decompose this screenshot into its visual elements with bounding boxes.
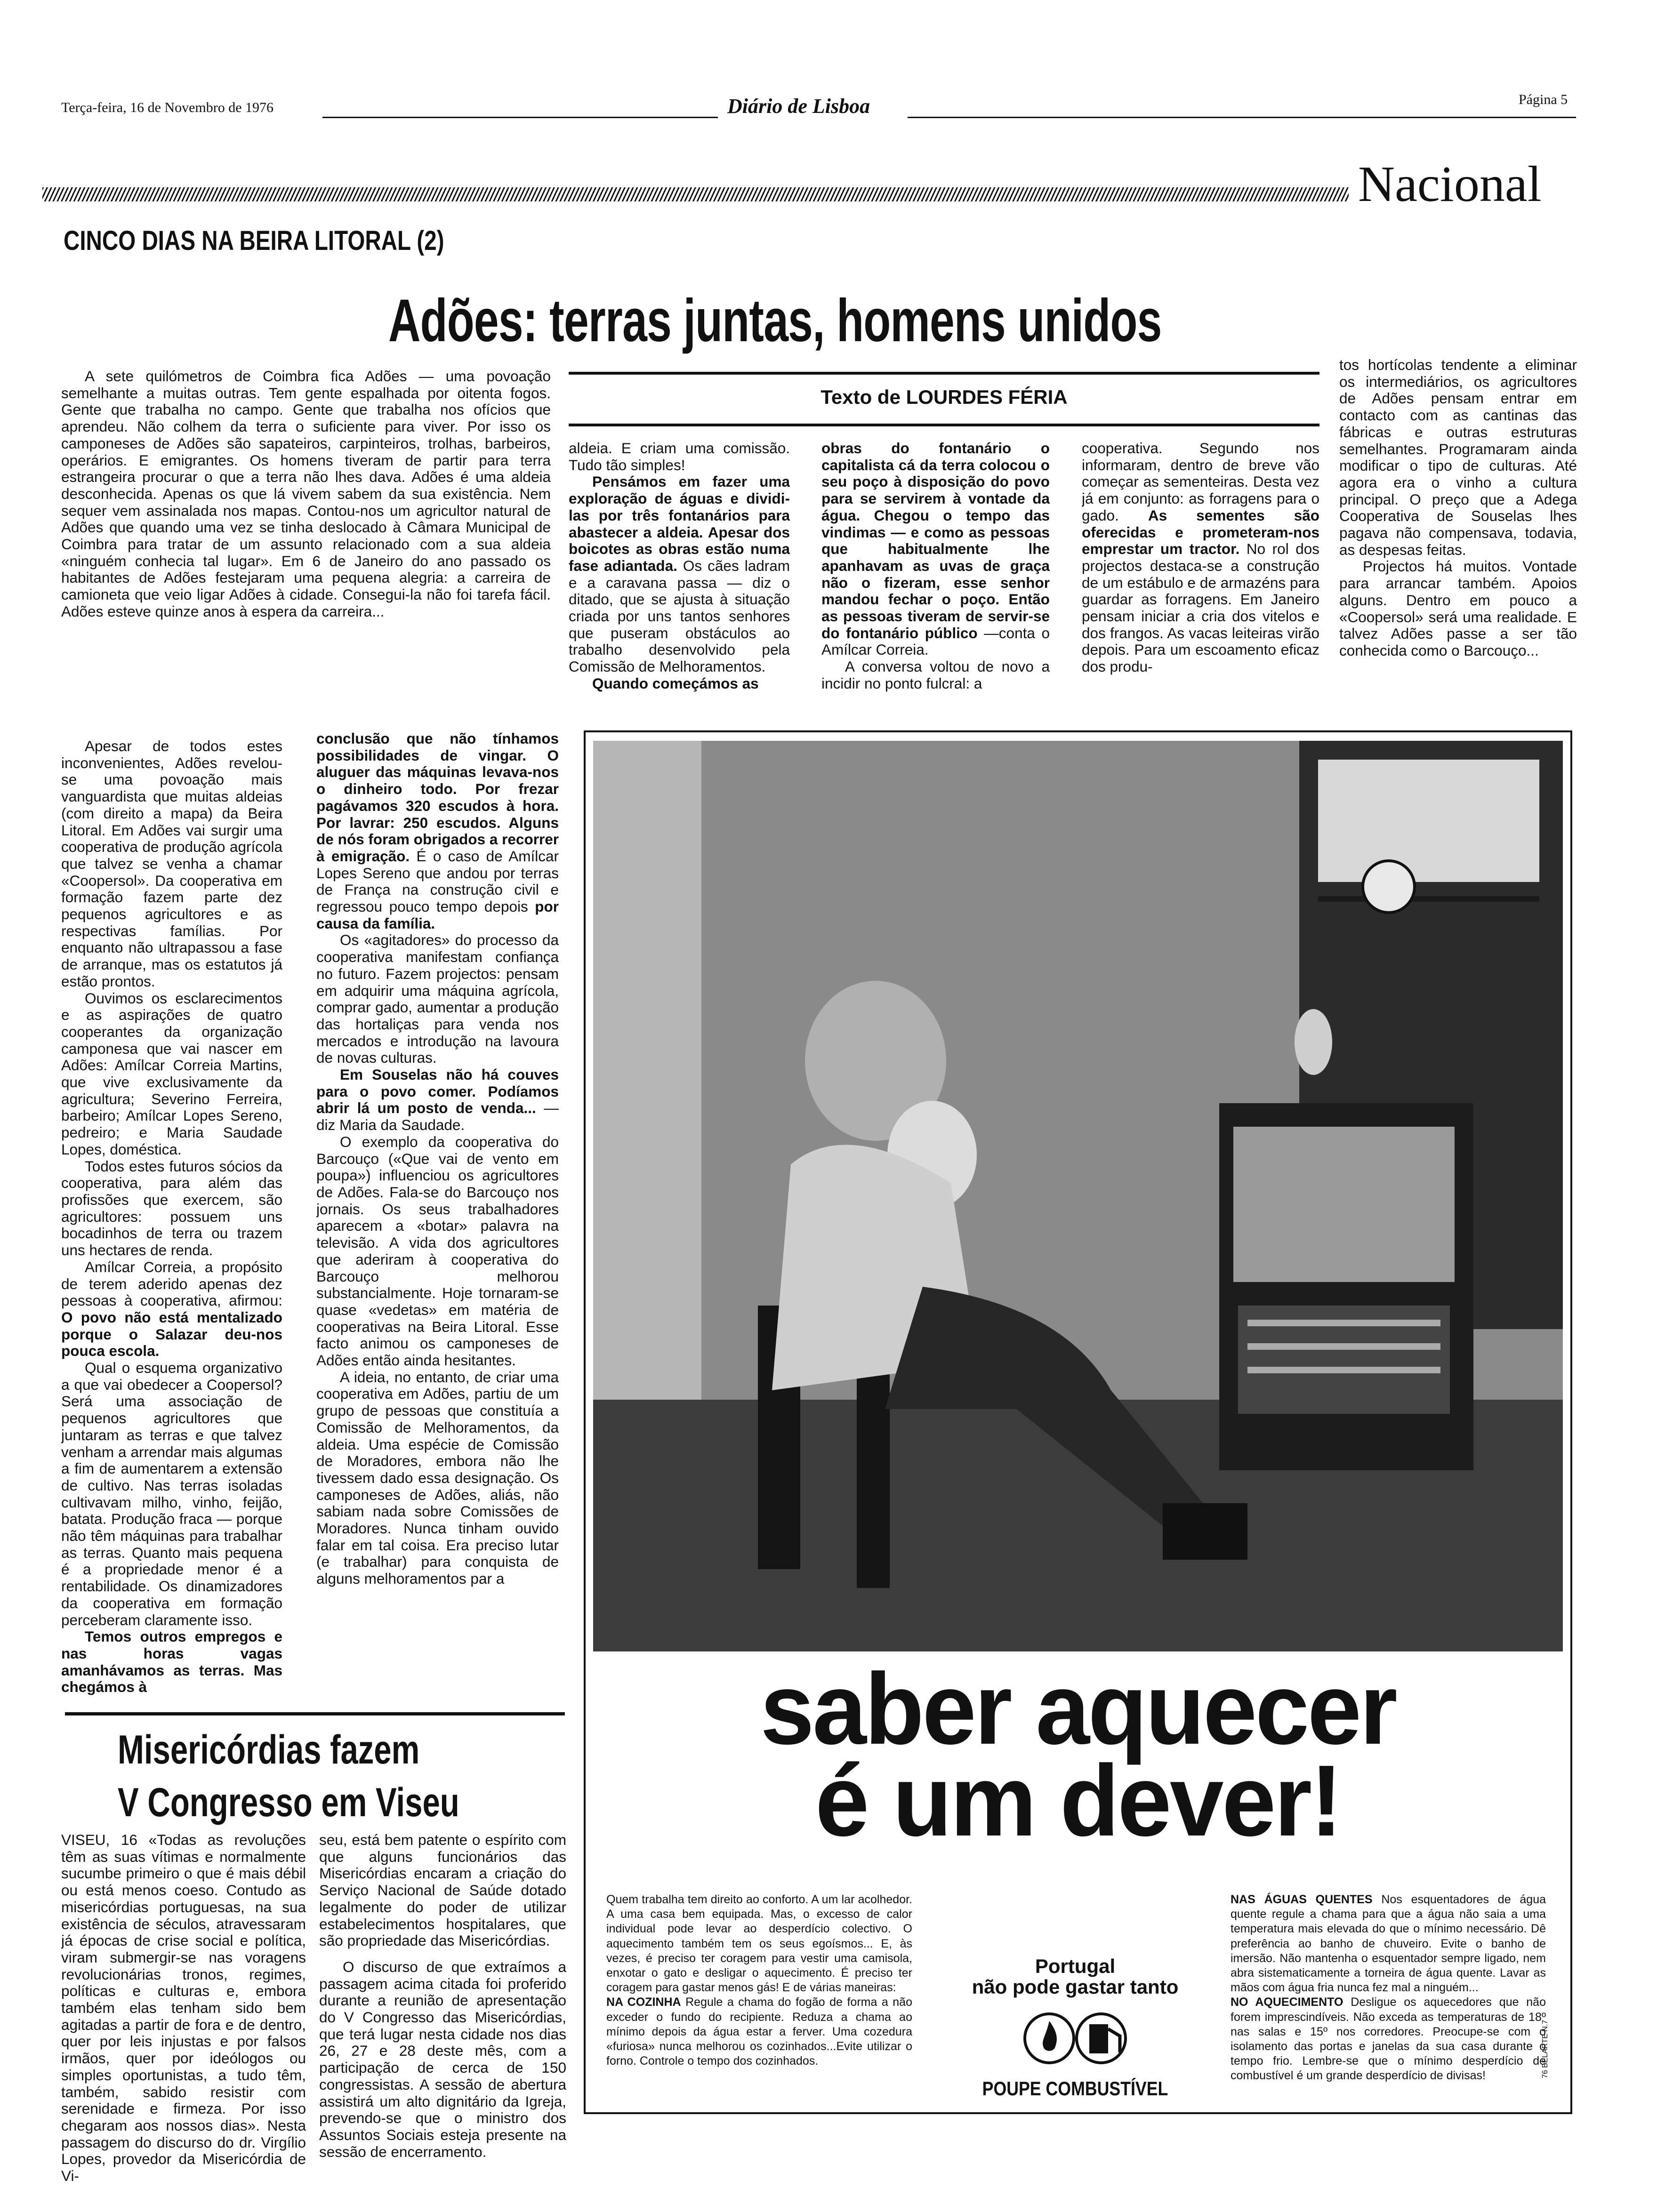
article-lead xyxy=(61,368,551,726)
byline-top-rule xyxy=(569,372,1319,375)
paragraph: — diz Maria da Saudade. xyxy=(316,1099,559,1134)
quote-bold: Quando começámos as xyxy=(592,674,759,692)
byline-bottom-rule xyxy=(569,424,1319,426)
paragraph: VISEU, 16 «Todas as revoluções têm as suas vítimas e normalmente sucumbe primeiro o que é mais débil ou está menos coeso. Contudo as misericórdias portuguesas, na sua existência de séculos, atravessaram já épocas de crise social e política, viram submergir-se nas voragens revolucionárias tronos, regimes, políticas e culturas e, embora também elas tenham sido bem agitadas a partir de fora e de dentro, quer por leis injustas e por falsos irmãos, quer por ideólogos ou simples oportunistas, a tudo têm, também, sabido resistir com serenidade e firmeza. Por isso chegaram aos nossos dias». Nesta passagem do discurso do dr. Virgílio Lopes, provedor da Misericórdia de Vi- xyxy=(61,1832,306,2185)
ad-aquecimento-label: NO AQUECIMENTO xyxy=(1231,1996,1343,2009)
article2-column-1 xyxy=(61,1832,306,2204)
quote-bold: O povo não está mentalizado porque o Salazar deu-nos pouca escola. xyxy=(61,1308,282,1360)
paragraph: O discurso de que extraímos a passagem acima citada foi proferido durante a reunião de apresentação do V Congresso das Misericórdias, que terá lugar nesta cidade nos dias 26, 27 e 28 deste mês, com a participação de cerca de 150 congressistas. A sessão de abertura assistirá um alto dignitário da Igreja, prevendo-se que o ministro dos Assuntos Sociais esteja presente na sessão de encerramento. xyxy=(319,1958,566,2160)
ad-agency-credit: 76 BELARTE N.7 xyxy=(1541,2020,1549,2078)
quote-bold: As sementes são oferecidas e prometeram-nos emprestar um tractor. xyxy=(1082,506,1319,558)
ad-quentes-text: Nos esquentadores de água quente regule a chama para que a água não saia a uma temperatura mais elevada do que o mínimo necessário. Dê preferência ao banho de chuveiro. Evite o banho de imersão. Não mantenha o esquentador sempre ligado, nem abra sistematicamente a torneira de água quente. Lavar as mãos com água fria nunca fez mal a ninguém... xyxy=(1231,1893,1546,1995)
ad-cozinha-label: NA COZINHA xyxy=(606,1996,681,2009)
article2-column-2 xyxy=(319,1832,566,2204)
ad-text-left xyxy=(606,1892,912,2068)
ad-logo-line1: Portugal xyxy=(1035,1955,1116,1977)
paragraph: A ideia, no entanto, de criar uma cooperativa em Adões, partiu de um grupo de pessoas que constituía a Comissão de Melhoramentos, da aldeia. Uma espécie de Comissão de Moradores, embora não lhe tivessem dado essa designação. Os camponeses de Adões, aliás, não sabiam nada sobre Comissões de Moradores. Nunca tinham ouvido falar em tal coisa. Era preciso lutar (e trabalhar) para conquista de alguns melhoramentos par a xyxy=(316,1368,559,1587)
article-column-top-3 xyxy=(1082,440,1319,704)
ad-aquecimento-text: Desligue os aquecedores que não forem imprescindíveis. Não exceda as temperaturas de 18º nas salas e 15º nos corredores. Preocupe-se com o isolamento das portas e janelas da sua casa durante o tempo frio. Lembre-se que o mínimo desperdício de combustível é um grande desperdício de divisas! xyxy=(1231,1996,1546,2083)
paragraph: Ouvimos os esclarecimentos e as aspirações de quatro cooperantes da organização camponesa que vai nascer em Adões: Amílcar Correia Martins, que vive exclusivamente da agricultura; Severino Ferreira, barbeiro; Amílcar Lopes Sereno, pedreiro; e Maria Saudade Lopes, doméstica. xyxy=(61,989,282,1158)
paragraph: Qual o esquema organizativo a que vai obedecer a Coopersol? Será uma associação de pequenos agricultores que juntaram as terras e que talvez venham a arrendar mais algumas a fim de aumentarem a extensão de cultivo. Nas terras isoladas cultivavam milho, vinho, feijão, batata. Produção fraca — porque não têm máquinas para trabalhar as terras. Quanto mais pequena é a propriedade menor é a rentabilidade. Os dinamizadores da cooperativa em formação perceberam claramente isso. xyxy=(61,1359,282,1628)
ad-logo-line3: POUPE COMBUSTÍVEL xyxy=(982,2077,1168,2100)
article2-top-rule xyxy=(65,1712,565,1715)
paragraph: Os cães ladram e a caravana passa — diz o ditado, que se ajusta à situação criada por uns tantos senhores que puseram obstáculos ao trabalho desenvolvido pela Comissão de Melhoramentos. xyxy=(569,557,790,675)
masthead: Diário de Lisboa xyxy=(727,95,870,118)
ad-logo xyxy=(929,1956,1221,2107)
article2-headline-line2: V Congresso em Viseu xyxy=(118,1780,459,1825)
quote-bold: obras do fontanário o capitalista cá da terra colocou o seu poço à disposição do povo para se servirem à vontade da água. Chegou o tempo das vindimas — e como as pessoas que habitualmente lhe apanhavam as uvas de graça não o fizeram, esse senhor mandou fechar o poço. Então as pessoas tiveram de servir-se do fontanário público xyxy=(821,440,1050,641)
advertisement xyxy=(584,730,1572,2114)
paragraph: A conversa voltou de novo a incidir no ponto fulcral: a xyxy=(821,658,1050,692)
ad-logo-line2: não pode gastar tanto xyxy=(972,1976,1179,1998)
paragraph: cooperativa. Segundo nos informaram, dentro de breve vão começar as sementeiras. Desta vez já em conjunto: as forragens para o gado. xyxy=(1082,440,1319,524)
paragraph: Projectos há muitos. Vontade para arrancar também. Apoios alguns. Dentro em pouco a «Coopersol» será uma realidade. E talvez Adões passe a ser tão conhecida como o Barcouço... xyxy=(1339,558,1577,659)
quote-bold: Em Souselas não há couves para o povo comer. Podíamos abrir lá um posto de venda... xyxy=(316,1066,559,1117)
byline: Texto de LOURDES FÉRIA xyxy=(820,386,1068,408)
ad-photo xyxy=(593,741,1563,1651)
header-rule-left xyxy=(322,117,718,118)
paragraph: —conta o Amílcar Correia. xyxy=(821,624,1050,658)
article-column-a xyxy=(61,738,282,1698)
paragraph: Todos estes futuros sócios da cooperativa, para além das profissões que exercem, são agricultores: possuem uns bocadinhos de terra ou trazem uns hectares de renda. xyxy=(61,1157,282,1259)
flame-and-fuel-pump-icon xyxy=(1023,2008,1127,2069)
ad-text-right xyxy=(1231,1892,1546,2084)
ad-intro-text: Quem trabalha tem direito ao conforto. A um lar acolhedor. A uma casa bem equipada. Mas, o excesso de calor individual pode levar ao desperdício colectivo. O aquecimento também tem os seus egoísmos... E, às vezes, é preciso ter coragem para vestir uma camisola, enxotar o gato e desligar o aquecimento. É preciso ter coragem para gastar menos gás! E de várias maneiras: xyxy=(606,1893,912,1995)
article-column-top-2 xyxy=(821,440,1050,704)
article-headline: Adões: terras juntas, homens unidos xyxy=(388,287,1162,354)
paragraph: seu, está bem patente o espírito com que alguns funcionários das Misericórdias encaram a criação do Serviço Nacional de Saúde dotado legalmente do poder de utilizar estabelecimentos hospitalares, que são propriedade das Misericórdias. xyxy=(319,1832,566,1949)
header-rule-right xyxy=(908,117,1576,118)
paragraph: É o caso de Amílcar Lopes Sereno que andou por terras de França na construção civil e regressou pouco tempo depois xyxy=(316,847,559,915)
paragraph: No rol dos projectos destaca-se a construção de um estábulo e de armazéns para guardar as forragens. Em Janeiro pensam iniciar a cria dos vitelos e dos frangos. As vacas leiteiras virão depois. Para um escoamento eficaz dos produ- xyxy=(1082,540,1319,675)
article-column-top-1 xyxy=(569,440,790,704)
paragraph: Apesar de todos estes inconvenientes, Adões revelou-se uma povoação mais vanguardista que muitas aldeias (com direito a mapa) da Beira Litoral. Em Adões vai surgir uma cooperativa de produção agrícola que talvez se venha a chamar «Coopersol». Da cooperativa em formação fazem parte dez pequenos agricultores e as respectivas famílias. Por enquanto não ultrapassou a fase de arranque, mas os estatutos já estão prontos. xyxy=(61,738,282,990)
quote-bold: Pensámos em fazer uma exploração de águas e dividi-las por três fontanários para abastecer a aldeia. Apesar dos boicotes as obras estão numa fase adiantada. xyxy=(569,473,790,574)
ad-photo-illustration xyxy=(593,741,1563,1651)
section-title: Nacional xyxy=(1358,156,1542,212)
paragraph: tos hortícolas tendente a eliminar os intermediários, os agricultores de Adões pensam entrar em contacto com as cantinas das fábricas e outras estruturas semelhantes. Programaram ainda modificar o tipo de culturas. Até agora era o vinho a cultura principal. O preço que a Adega Cooperativa de Souselas lhes pagava não compensava, todavia, as despesas feitas. xyxy=(1339,357,1577,558)
page-number: Página 5 xyxy=(1519,92,1568,107)
article-column-b xyxy=(316,730,559,1698)
article-column-right xyxy=(1339,357,1577,700)
quote-bold: conclusão que não tínhamos possibilidades de vingar. O aluguer das máquinas levava-nos o dinheiro todo. Por frezar pagávamos 320 escudos à hora. Por lavrar: 250 escudos. Alguns de nós foram obrigados a recorrer à emigração. xyxy=(316,730,559,865)
paragraph: aldeia. E criam uma comissão. Tudo tão simples! xyxy=(569,440,790,473)
paragraph: O exemplo da cooperativa do Barcouço («Que vai de vento em poupa») influenciou os agricultores de Adões. Fala-se do Barcouço nos jornais. Os seus trabalhadores aparecem a «botar» palavra na televisão. A vida dos agricultores que aderiram à cooperativa do Barcouço melhorou substancialmente. Hoje tornaram-se quase «vedetas» em matéria de cooperativas na Beira Litoral. Esse facto animou os camponeses de Adões então ainda hesitantes. xyxy=(316,1133,559,1369)
ad-slogan-line2: é um dever! xyxy=(815,1744,1341,1857)
ad-quentes-label: NAS ÁGUAS QUENTES xyxy=(1231,1893,1373,1906)
section-hatch-bar xyxy=(42,187,1349,201)
paragraph: Amílcar Correia, a propósito de terem aderido apenas dez pessoas à cooperativa, afirmou: xyxy=(61,1258,282,1309)
quote-bold: por causa da família. xyxy=(316,898,559,932)
article-kicker: CINCO DIAS NA BEIRA LITORAL (2) xyxy=(64,225,444,256)
ad-slogan-line1: saber aquecer xyxy=(760,1652,1396,1765)
article2-headline-line1: Misericórdias fazem xyxy=(118,1727,420,1772)
issue-date: Terça-feira, 16 de Novembro de 1976 xyxy=(61,100,274,115)
lead-paragraph: A sete quilómetros de Coimbra fica Adões — uma povoação semelhante a muitas outras. Tem gente espalhada por oitenta fogos. Gente que trabalha no campo. Gente que trabalha nos ofícios que aprendeu. Não colhem da terra o suficiente para viver. Por isso os camponeses de Adões são sapateiros, carpinteiros, trolhas, barbeiros, operários. E emigrantes. Os homens tiveram de partir para terra estrangeira procurar o que a terra não lhes dava. Adões é uma aldeia desconhecida. Apenas os que lá vivem sabem da sua existência. Nem sequer vem assinalada nos mapas. Contou-nos um agricultor natural de Adões que quando uma vez se tinha deslocado à Câmara Municipal de Coimbra para tratar de um assunto relacionado com a sua aldeia «ninguém conhecia tal lugar». Em 6 de Janeiro do ano passado os habitantes de Adões festejaram uma pequena alegria: a carreira de camioneta que veio ligar Adões à cidade. Consegui-la não foi tarefa fácil. Adões esteve quinze anos à espera da carreira... xyxy=(61,368,551,620)
paragraph: Os «agitadores» do processo da cooperativa manifestam confiança no futuro. Fazem projectos: pensam em adquirir uma máquina agrícola, comprar gado, aumentar a produção das hortaliças para venda nos mercados e introdução na lavoura de novas culturas. xyxy=(316,931,559,1066)
ad-cozinha-text: Regule a chama do fogão de forma a não exceder o fundo do recipiente. Reduza a chama ao mínimo depois da água estar a ferver. Uma cozedura «furiosa» nunca melhorou os cozinhados...Evite utilizar o forno. Controle o tempo dos cozinhados. xyxy=(606,1996,912,2068)
quote-bold: Temos outros empregos e nas horas vagas amanhávamos as terras. Mas chegámos à xyxy=(61,1628,282,1696)
